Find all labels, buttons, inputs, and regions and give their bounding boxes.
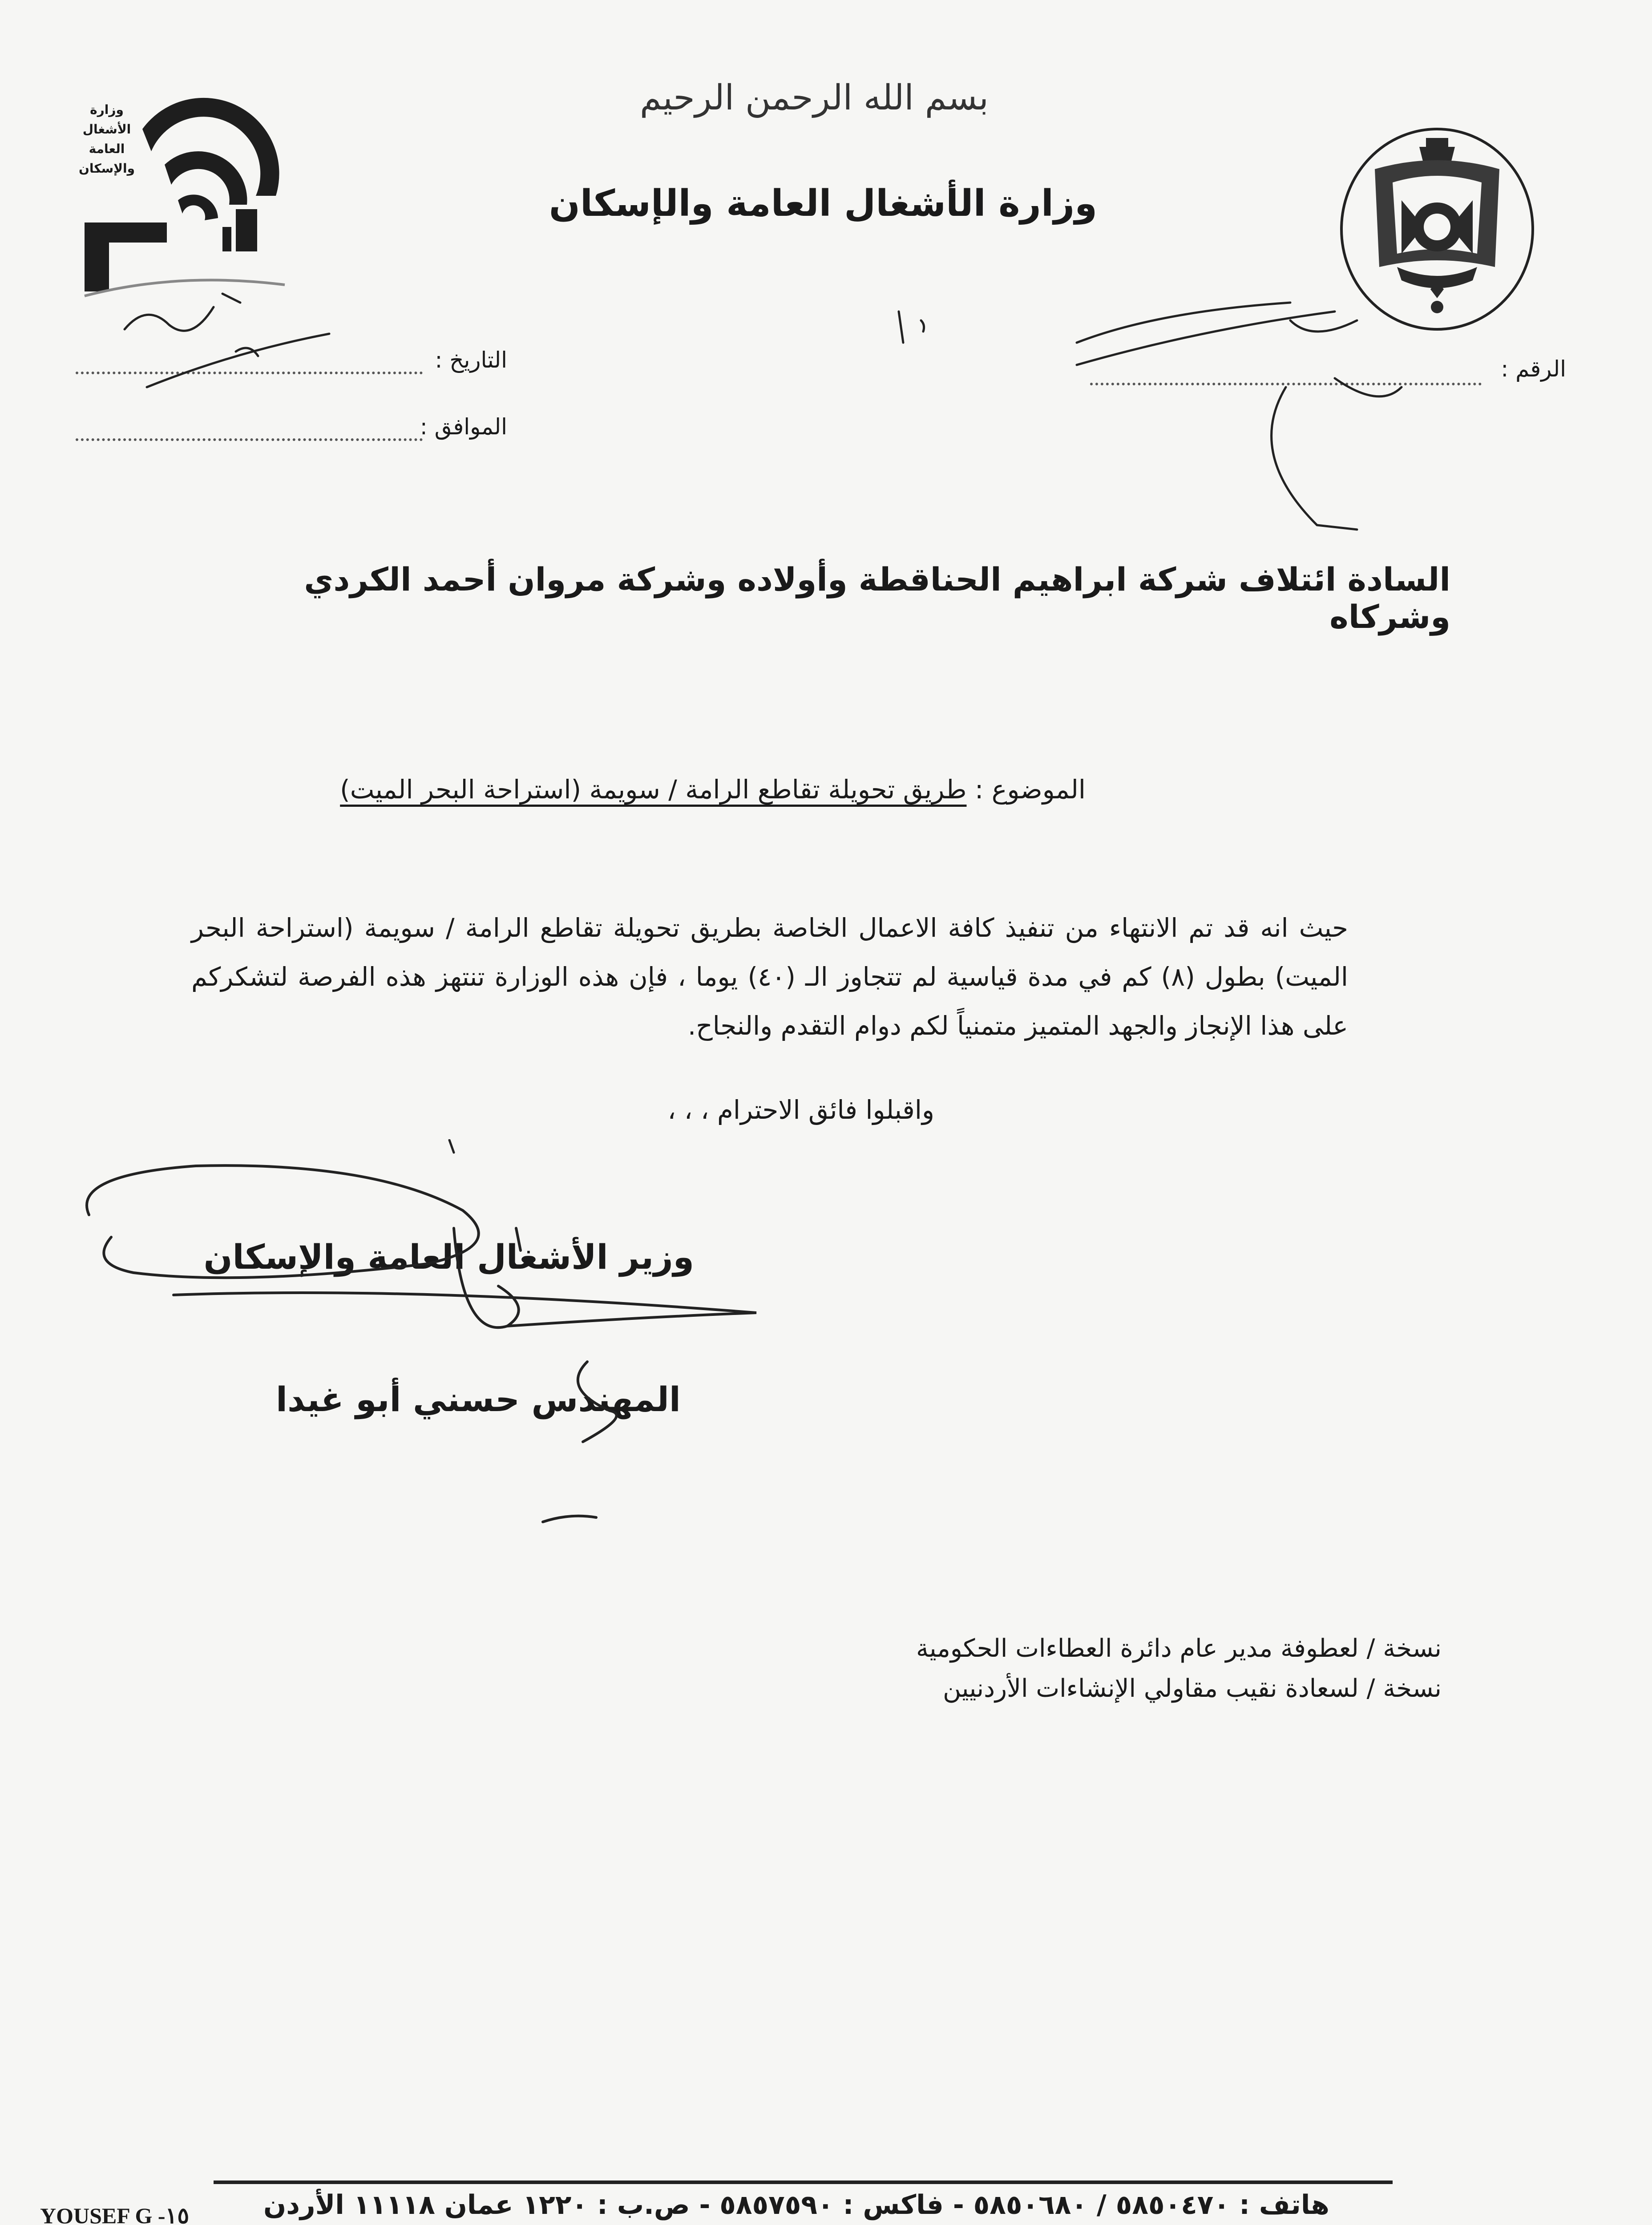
signatory-title: وزير الأشغال العامة والإسكان: [203, 1237, 694, 1277]
logo-text-line: والإسكان: [78, 161, 135, 176]
handwritten-date: [80, 276, 392, 418]
subject-line: [187, 774, 1086, 805]
file-code: YOUSEF G -١٥: [40, 2203, 190, 2225]
basmala: بسم الله الرحمن الرحيم: [640, 78, 989, 118]
handwritten-reference: [890, 276, 1468, 552]
logo-text: [73, 100, 140, 178]
body-paragraph: حيث انه قد تم الانتهاء من تنفيذ كافة الاعمال الخاصة بطريق تحويلة تقاطع الرامة / سويمة (استراحة البحر الميت) بطول (٨) كم في مدة قياسية لم تتجاوز الـ (٤٠) يوما ، فإن هذه الوزارة تنتهز هذه الفرصة لتشكركم على هذا الإنجاز والجهد المتميز متمنياً لكم دوام التقدم والنجاح.: [191, 913, 1348, 1041]
reference-number-label: الرقم :: [1501, 356, 1566, 382]
copies-list: [667, 1629, 1442, 1709]
logo-text-line: وزارة: [90, 102, 124, 117]
addressee: السادة ائتلاف شركة ابراهيم الحناقطة وأولاده وشركة مروان أحمد الكردي وشركاه: [304, 561, 1450, 635]
footer-divider: [214, 2180, 1393, 2184]
ministry-title: وزارة الأشغال العامة والإسكان: [549, 182, 1098, 225]
subject-label: الموضوع :: [974, 774, 1086, 805]
agreement-field-line: [76, 438, 423, 441]
date-label: التاريخ :: [435, 347, 507, 373]
copy-recipient: نسخة / لعطوفة مدير عام دائرة العطاءات الحكومية: [916, 1634, 1442, 1663]
closing-line: واقبلوا فائق الاحترام ، ، ،: [667, 1095, 934, 1125]
agreement-date-label: الموافق :: [420, 414, 507, 440]
footer-contact-info: هاتف : ٥٨٥٠٤٧٠ / ٥٨٥٠٦٨٠ - فاكس : ٥٨٥٧٥٩٠ - ص.ب : ١٢٢٠ عمان ١١١١٨ الأردن: [263, 2189, 1329, 2221]
subject-value: طريق تحويلة تقاطع الرامة / سويمة (استراحة البحر الميت): [340, 774, 967, 805]
copy-recipient: نسخة / لسعادة نقيب مقاولي الإنشاءات الأردنيين: [943, 1674, 1442, 1703]
logo-text-line: الأشغال: [82, 122, 131, 137]
logo-text-line: العامة: [89, 142, 125, 156]
signatory-name: المهندس حسني أبو غيدا: [275, 1380, 681, 1419]
handwritten-signature: [62, 1139, 774, 1540]
